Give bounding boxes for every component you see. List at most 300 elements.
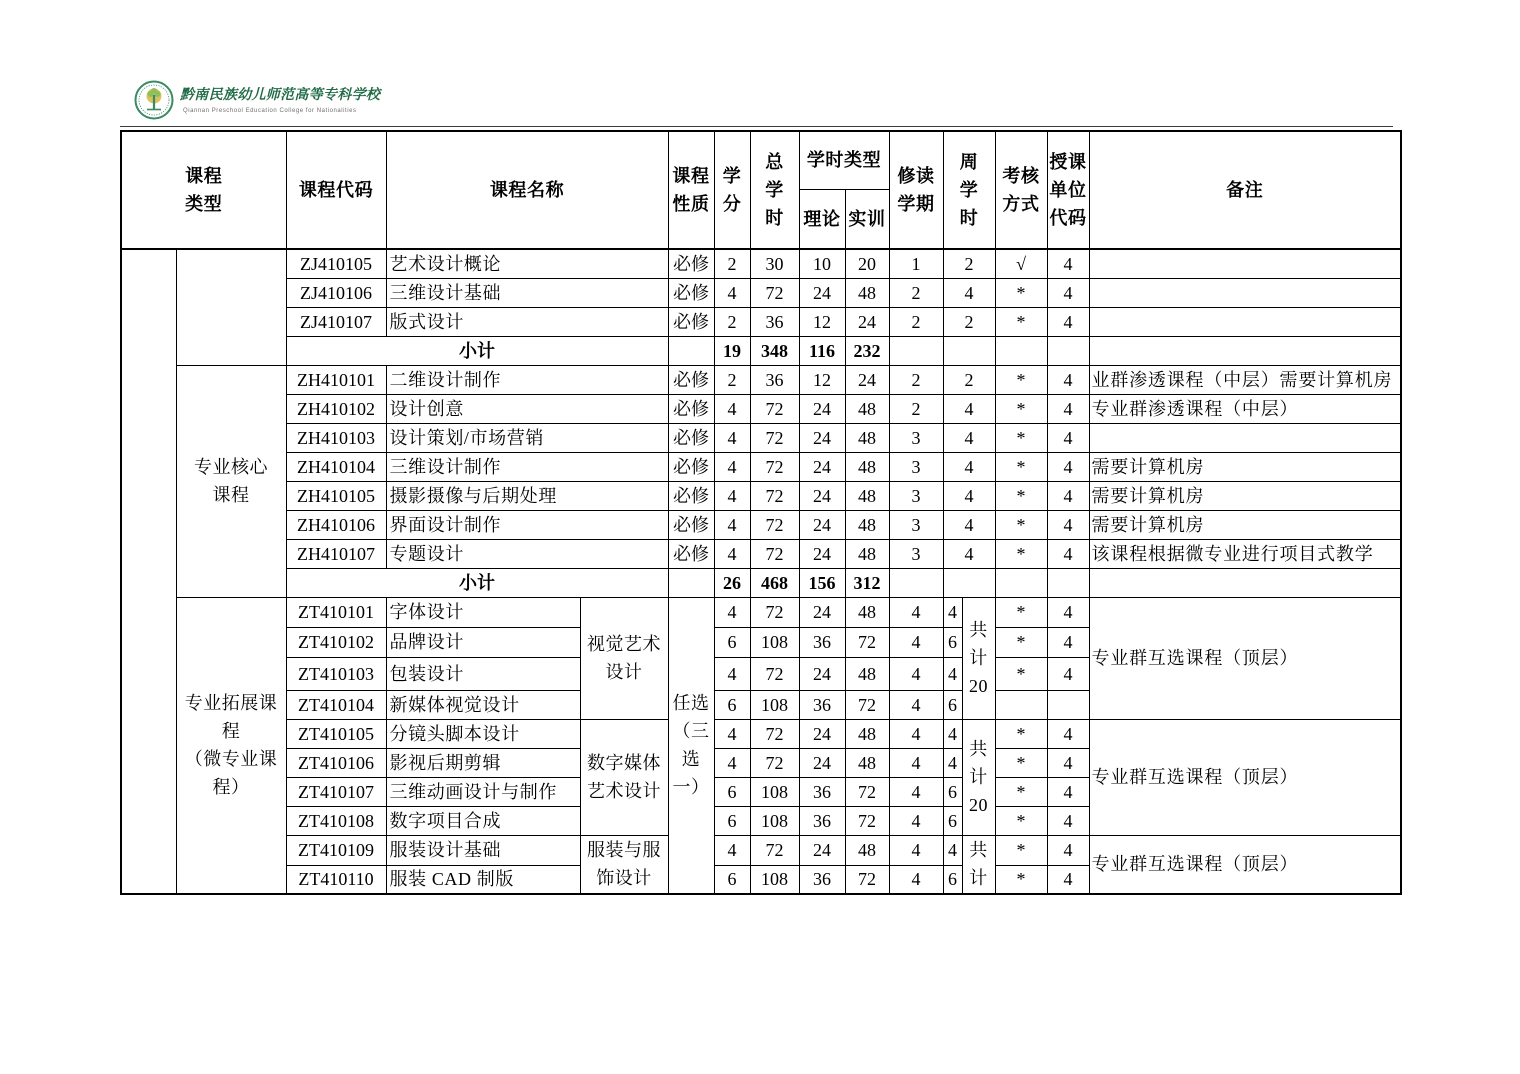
assessment: √ (995, 249, 1047, 278)
table-row (121, 423, 1401, 452)
course-nature: 必修 (668, 307, 714, 336)
weekly-hours: 4 (943, 597, 962, 627)
practice-hours: 48 (845, 510, 889, 539)
course-code: ZT410108 (286, 806, 386, 835)
assessment: * (995, 510, 1047, 539)
theory-hours: 36 (799, 627, 845, 657)
weekly-hours-total-line: 共 (969, 840, 988, 861)
header-row (121, 131, 1401, 189)
subtotal-nature-cell (668, 336, 714, 365)
table-row (121, 597, 1401, 627)
assessment: * (995, 539, 1047, 568)
total-hours: 30 (750, 249, 799, 278)
total-hours: 72 (750, 597, 799, 627)
total-hours: 72 (750, 657, 799, 690)
course-code: ZJ410105 (286, 249, 386, 278)
total-hours: 36 (750, 365, 799, 394)
assessment: * (995, 835, 1047, 865)
header-course-nature-line: 性质 (672, 194, 710, 214)
assessment: * (995, 307, 1047, 336)
header-assessment-line: 方式 (1002, 194, 1040, 214)
theory-hours: 24 (799, 452, 845, 481)
practice-hours: 72 (845, 865, 889, 894)
subtotal-row (121, 336, 1401, 365)
school-logo (134, 79, 394, 123)
course-name: 影视后期剪辑 (386, 748, 580, 777)
weekly-hours-total-line: 共 (969, 739, 988, 759)
course-name: 专题设计 (386, 539, 668, 568)
course-name: 三维设计基础 (386, 278, 668, 307)
header-theory: 理论 (799, 189, 845, 249)
theory-hours: 36 (799, 806, 845, 835)
course-nature (668, 597, 714, 894)
weekly-hours: 4 (943, 278, 995, 307)
assessment: * (995, 278, 1047, 307)
course-code: ZT410104 (286, 690, 386, 719)
semester: 4 (889, 657, 943, 690)
header-total-hours-line: 时 (765, 208, 784, 228)
assessment: * (995, 452, 1047, 481)
credits: 6 (714, 806, 750, 835)
semester: 4 (889, 777, 943, 806)
subtotal-total-hours: 348 (750, 336, 799, 365)
theory-hours: 24 (799, 510, 845, 539)
header-assessment-line: 考核 (1002, 166, 1040, 186)
course-code: ZH410102 (286, 394, 386, 423)
weekly-hours: 6 (943, 865, 962, 894)
credits: 6 (714, 865, 750, 894)
practice-hours: 24 (845, 307, 889, 336)
subtotal-nature-cell (668, 568, 714, 597)
course-subgroup-line: 饰设计 (596, 868, 652, 889)
weekly-hours: 6 (943, 627, 962, 657)
header-rule (120, 126, 1393, 127)
course-code: ZT410103 (286, 657, 386, 690)
weekly-hours: 4 (943, 539, 995, 568)
category-outer-cell (121, 249, 176, 894)
table-row (121, 719, 1401, 748)
header-weekly-hours-line: 时 (959, 208, 979, 228)
course-nature-line: 一） (672, 777, 710, 798)
credits: 4 (714, 452, 750, 481)
subtotal-credits: 26 (714, 568, 750, 597)
table-row (121, 539, 1401, 568)
course-nature: 必修 (668, 539, 714, 568)
credits: 6 (714, 690, 750, 719)
course-category-line: （微专业课 (184, 749, 278, 770)
total-hours: 72 (750, 510, 799, 539)
header-unit-code-line: 代码 (1049, 208, 1087, 228)
remark (1089, 307, 1401, 336)
course-subgroup-line: 数字媒体 (587, 753, 662, 773)
theory-hours: 24 (799, 597, 845, 627)
subtotal-credits: 19 (714, 336, 750, 365)
course-code: ZH410101 (286, 365, 386, 394)
unit-code: 4 (1047, 394, 1089, 423)
assessment: * (995, 481, 1047, 510)
school-name-en: Qiannan Preschool Education College for Nationalities (183, 108, 357, 114)
theory-hours: 24 (799, 748, 845, 777)
remark: 专业群互选课程（顶层） (1089, 835, 1401, 894)
weekly-hours: 2 (943, 307, 995, 336)
course-category-line: 程 (221, 721, 241, 742)
credits: 2 (714, 249, 750, 278)
subtotal-assessment-cell (995, 336, 1047, 365)
weekly-hours-total-line: 计 (969, 648, 988, 668)
remark: 专业群渗透课程（中层） (1089, 394, 1401, 423)
unit-code: 4 (1047, 748, 1089, 777)
subtotal-total-hours: 468 (750, 568, 799, 597)
semester: 2 (889, 365, 943, 394)
course-code: ZJ410107 (286, 307, 386, 336)
subtotal-remark-cell (1089, 336, 1401, 365)
header-weekly-hours-line: 学 (959, 180, 979, 200)
header-unit-code-line: 单位 (1049, 180, 1087, 200)
course-category-line: 课程 (212, 485, 250, 505)
semester: 2 (889, 307, 943, 336)
remark: 业群渗透课程（中层）需要计算机房 (1089, 365, 1401, 394)
theory-hours: 36 (799, 865, 845, 894)
subtotal-unit-cell (1047, 568, 1089, 597)
course-name: 服装 CAD 制版 (386, 865, 580, 894)
subtotal-semester-cell (889, 568, 943, 597)
total-hours: 108 (750, 865, 799, 894)
course-name: 新媒体视觉设计 (386, 690, 580, 719)
credits: 2 (714, 365, 750, 394)
course-name: 数字项目合成 (386, 806, 580, 835)
unit-code: 4 (1047, 510, 1089, 539)
header-weekly-hours (943, 131, 995, 249)
total-hours: 108 (750, 806, 799, 835)
practice-hours: 20 (845, 249, 889, 278)
table-row (121, 452, 1401, 481)
practice-hours: 48 (845, 539, 889, 568)
total-hours: 72 (750, 452, 799, 481)
practice-hours: 48 (845, 748, 889, 777)
practice-hours: 48 (845, 719, 889, 748)
assessment: * (995, 777, 1047, 806)
unit-code: 4 (1047, 806, 1089, 835)
subtotal-row (121, 568, 1401, 597)
unit-code (1047, 690, 1089, 719)
header-total-hours-line: 总 (765, 152, 784, 172)
course-nature-line: 任选 (672, 693, 710, 714)
course-code: ZT410107 (286, 777, 386, 806)
course-name: 字体设计 (386, 597, 580, 627)
subtotal-assessment-cell (995, 568, 1047, 597)
semester: 3 (889, 539, 943, 568)
header-unit-code-line: 授课 (1049, 152, 1087, 172)
unit-code: 4 (1047, 777, 1089, 806)
weekly-hours-total (962, 597, 995, 719)
weekly-hours-total-line: 计 (969, 767, 988, 787)
remark: 需要计算机房 (1089, 481, 1401, 510)
unit-code: 4 (1047, 597, 1089, 627)
course-name: 界面设计制作 (386, 510, 668, 539)
unit-code: 4 (1047, 307, 1089, 336)
course-name: 三维动画设计与制作 (386, 777, 580, 806)
header-course-nature (668, 131, 714, 249)
credits: 4 (714, 835, 750, 865)
credits: 4 (714, 748, 750, 777)
course-table (120, 130, 1402, 895)
course-subgroup (580, 597, 668, 719)
weekly-hours: 6 (943, 690, 962, 719)
subtotal-semester-cell (889, 336, 943, 365)
theory-hours: 36 (799, 777, 845, 806)
credits: 4 (714, 719, 750, 748)
unit-code: 4 (1047, 365, 1089, 394)
credits: 4 (714, 510, 750, 539)
course-name: 二维设计制作 (386, 365, 668, 394)
weekly-hours: 4 (943, 423, 995, 452)
theory-hours: 24 (799, 481, 845, 510)
unit-code: 4 (1047, 249, 1089, 278)
theory-hours: 10 (799, 249, 845, 278)
subtotal-theory: 156 (799, 568, 845, 597)
header-semester-line: 修读 (897, 166, 935, 186)
header-hour-types: 学时类型 (799, 131, 889, 189)
weekly-hours: 4 (943, 481, 995, 510)
total-hours: 72 (750, 835, 799, 865)
subtotal-theory: 116 (799, 336, 845, 365)
weekly-hours: 2 (943, 249, 995, 278)
practice-hours: 24 (845, 365, 889, 394)
subtotal-weekly-cell (943, 336, 995, 365)
assessment: * (995, 865, 1047, 894)
weekly-hours: 4 (943, 452, 995, 481)
subtotal-practice: 232 (845, 336, 889, 365)
weekly-hours: 4 (943, 835, 962, 865)
weekly-hours-total-line: 20 (969, 676, 989, 696)
remark: 专业群互选课程（顶层） (1089, 719, 1401, 835)
course-nature: 必修 (668, 278, 714, 307)
course-code: ZH410107 (286, 539, 386, 568)
course-code: ZH410103 (286, 423, 386, 452)
assessment: * (995, 394, 1047, 423)
credits: 4 (714, 597, 750, 627)
credits: 4 (714, 657, 750, 690)
credits: 4 (714, 423, 750, 452)
assessment: * (995, 657, 1047, 690)
semester: 4 (889, 719, 943, 748)
header-course-type-line: 类型 (185, 194, 223, 214)
assessment: * (995, 806, 1047, 835)
weekly-hours: 2 (943, 365, 995, 394)
total-hours: 108 (750, 690, 799, 719)
course-subgroup-line: 视觉艺术 (587, 634, 662, 654)
practice-hours: 48 (845, 657, 889, 690)
semester: 2 (889, 278, 943, 307)
course-category (176, 249, 286, 365)
course-name: 分镜头脚本设计 (386, 719, 580, 748)
course-name: 艺术设计概论 (386, 249, 668, 278)
weekly-hours: 4 (943, 657, 962, 690)
header-credits-line: 学 (722, 166, 742, 186)
practice-hours: 72 (845, 806, 889, 835)
weekly-hours: 4 (943, 748, 962, 777)
course-code: ZH410105 (286, 481, 386, 510)
semester: 4 (889, 690, 943, 719)
weekly-hours: 6 (943, 777, 962, 806)
remark: 需要计算机房 (1089, 510, 1401, 539)
header-practice: 实训 (845, 189, 889, 249)
weekly-hours: 4 (943, 719, 962, 748)
header-semester-line: 学期 (897, 194, 935, 214)
course-code: ZH410104 (286, 452, 386, 481)
course-category-line: 专业拓展课 (184, 693, 278, 714)
course-code: ZJ410106 (286, 278, 386, 307)
semester: 4 (889, 835, 943, 865)
header-credits (714, 131, 750, 249)
header-semester (889, 131, 943, 249)
semester: 4 (889, 597, 943, 627)
remark (1089, 249, 1401, 278)
credits: 4 (714, 278, 750, 307)
table-row (121, 278, 1401, 307)
course-code: ZH410106 (286, 510, 386, 539)
table-row (121, 510, 1401, 539)
practice-hours: 48 (845, 394, 889, 423)
theory-hours: 24 (799, 394, 845, 423)
semester: 4 (889, 627, 943, 657)
school-emblem-icon (134, 80, 174, 120)
course-name: 包装设计 (386, 657, 580, 690)
credits: 6 (714, 627, 750, 657)
unit-code: 4 (1047, 452, 1089, 481)
total-hours: 108 (750, 627, 799, 657)
practice-hours: 48 (845, 835, 889, 865)
unit-code: 4 (1047, 865, 1089, 894)
course-subgroup-line: 艺术设计 (587, 781, 662, 801)
course-code: ZT410110 (286, 865, 386, 894)
theory-hours: 36 (799, 690, 845, 719)
course-subgroup-line: 设计 (605, 662, 643, 682)
header-course-code: 课程代码 (286, 131, 386, 249)
semester: 4 (889, 865, 943, 894)
credits: 4 (714, 394, 750, 423)
course-nature: 必修 (668, 481, 714, 510)
course-nature: 必修 (668, 423, 714, 452)
course-name: 摄影摄像与后期处理 (386, 481, 668, 510)
unit-code: 4 (1047, 539, 1089, 568)
course-code: ZT410109 (286, 835, 386, 865)
header-credits-line: 分 (722, 194, 742, 214)
course-name: 品牌设计 (386, 627, 580, 657)
assessment: * (995, 748, 1047, 777)
header-course-nature-line: 课程 (672, 166, 710, 186)
course-name: 三维设计制作 (386, 452, 668, 481)
weekly-hours: 6 (943, 806, 962, 835)
credits: 6 (714, 777, 750, 806)
practice-hours: 48 (845, 481, 889, 510)
course-nature: 必修 (668, 510, 714, 539)
unit-code: 4 (1047, 657, 1089, 690)
table-row (121, 365, 1401, 394)
weekly-hours-total-line: 20 (969, 795, 989, 815)
course-category-line: 专业核心 (194, 457, 268, 477)
school-name-cn: 黔南民族幼儿师范高等专科学校 (180, 87, 381, 103)
assessment: * (995, 719, 1047, 748)
unit-code: 4 (1047, 481, 1089, 510)
total-hours: 72 (750, 394, 799, 423)
course-nature: 必修 (668, 394, 714, 423)
practice-hours: 48 (845, 452, 889, 481)
header-course-type-line: 课程 (185, 166, 223, 186)
course-nature-line: （三 (672, 721, 710, 742)
semester: 4 (889, 806, 943, 835)
course-subgroup (580, 835, 668, 894)
remark: 该课程根据微专业进行项目式教学 (1089, 539, 1401, 568)
assessment: * (995, 627, 1047, 657)
course-subgroup-line: 服装与服 (587, 840, 662, 861)
course-name: 服装设计基础 (386, 835, 580, 865)
unit-code: 4 (1047, 719, 1089, 748)
course-name: 设计创意 (386, 394, 668, 423)
theory-hours: 24 (799, 835, 845, 865)
table-row (121, 481, 1401, 510)
subtotal-label: 小计 (286, 336, 668, 365)
course-code: ZT410101 (286, 597, 386, 627)
header-assessment (995, 131, 1047, 249)
subtotal-practice: 312 (845, 568, 889, 597)
total-hours: 72 (750, 423, 799, 452)
theory-hours: 24 (799, 423, 845, 452)
theory-hours: 24 (799, 539, 845, 568)
table-row (121, 835, 1401, 865)
unit-code: 4 (1047, 278, 1089, 307)
course-code: ZT410102 (286, 627, 386, 657)
course-name: 设计策划/市场营销 (386, 423, 668, 452)
theory-hours: 12 (799, 365, 845, 394)
theory-hours: 24 (799, 719, 845, 748)
header-course-type (121, 131, 286, 249)
course-table-body (121, 249, 1401, 894)
remark: 需要计算机房 (1089, 452, 1401, 481)
semester: 3 (889, 510, 943, 539)
course-category (176, 365, 286, 597)
theory-hours: 24 (799, 657, 845, 690)
remark: 专业群互选课程（顶层） (1089, 597, 1401, 719)
total-hours: 72 (750, 481, 799, 510)
header-unit-code (1047, 131, 1089, 249)
semester: 4 (889, 748, 943, 777)
practice-hours: 48 (845, 423, 889, 452)
course-category-line: 程） (212, 777, 250, 798)
semester: 3 (889, 481, 943, 510)
theory-hours: 24 (799, 278, 845, 307)
theory-hours: 12 (799, 307, 845, 336)
table-row (121, 249, 1401, 278)
course-nature: 必修 (668, 365, 714, 394)
course-nature: 必修 (668, 452, 714, 481)
course-code: ZT410106 (286, 748, 386, 777)
table-row (121, 307, 1401, 336)
header-total-hours (750, 131, 799, 249)
unit-code: 4 (1047, 835, 1089, 865)
table-row (121, 394, 1401, 423)
weekly-hours-total (962, 835, 995, 894)
remark (1089, 423, 1401, 452)
unit-code: 4 (1047, 423, 1089, 452)
total-hours: 36 (750, 307, 799, 336)
assessment: * (995, 597, 1047, 627)
header-course-name: 课程名称 (386, 131, 668, 249)
course-category (176, 597, 286, 894)
credits: 2 (714, 307, 750, 336)
weekly-hours-total-line: 计 (969, 868, 988, 889)
unit-code: 4 (1047, 627, 1089, 657)
